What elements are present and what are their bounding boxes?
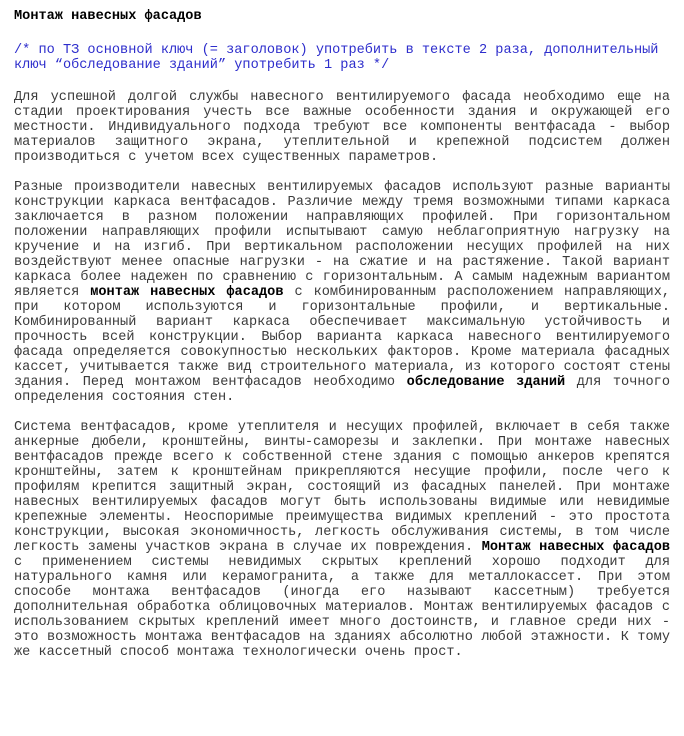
text-segment: для точного определения состояния стен. (14, 375, 670, 405)
bold-keyword: монтаж навесных фасадов (90, 285, 284, 300)
paragraphs-container (14, 90, 670, 660)
text-segment: с комбинированным расположением направляющих, при котором используются и горизонтальные профили, и вертикальные. Комбинированный вариант каркаса обеспечивает максимальную устойчивость и прочность всей конструкции. Выбор варианта каркаса навесного вентилируемого фасада определяется совокупностью нескольких факторов. Кроме материала фасадных кассет, учитывается также вид строительного материала, из которого состоят стены здания. Перед монтажом вентфасадов необходимо (14, 285, 671, 390)
paragraph (14, 420, 670, 660)
paragraph (14, 180, 670, 405)
bold-keyword: обследование зданий (406, 375, 566, 390)
text-segment: с применением системы невидимых скрытых креплений хорошо подходит для натурального камня или керамогранита, а также для металлокассет. При этом способе монтажа вентфасадов (иногда его называют кассетным) требуется дополнительная обработка облицовочных материалов. Монтаж вентилируемых фасадов с использованием скрытых креплений имеет много достоинств, и главное среди них - это возможность монтажа вентфасадов на зданиях абсолютно любой этажности. К тому же кассетный способ монтажа технологически очень прост. (14, 555, 670, 660)
bold-keyword: Монтаж навесных фасадов (481, 540, 671, 555)
paragraph (14, 90, 670, 165)
text-segment: Разные производители навесных вентилируемых фасадов используют разные варианты конструкции каркаса вентфасадов. Различие между тремя возможными типами каркаса заключается в разном положении направляющих профилей. При горизонтальном положении направляющих профили испытывают самую неблагоприятную нагрузку на кручение и на изгиб. При вертикальном расположении несущих профилей на них воздействуют менее опасные нагрузки - на сжатие и на растяжение. Такой вариант каркаса более надежен по сравнению с горизонтальным. А самым надежным вариантом является (14, 180, 670, 300)
text-segment: Система вентфасадов, кроме утеплителя и несущих профилей, включает в себя также анкерные дюбели, кронштейны, винты-саморезы и заклепки. При монтаже навесных вентфасадов прежде всего к собственной стене здания с помощью анкеров крепятся кронштейны, затем к кронштейнам прикрепляются несущие профили, после чего к профилям крепится защитный экран, состоящий из фасадных панелей. При монтаже навесных вентилируемых фасадов могут быть использованы видимые или невидимые крепежные элементы. Неоспоримые преимущества видимых креплений - это простота конструкции, высокая экономичность, легкость обслуживания системы, в том числе легкость замены участков экрана в случае их повреждения. (14, 420, 670, 555)
text-segment: Для успешной долгой службы навесного вентилируемого фасада необходимо еще на стадии проектирования учесть все важные особенности здания и окружающей его местности. Индивидуального подхода требуют все компоненты вентфасада - выбор материалов защитного экрана, утеплительной и крепежной подсистем должен производиться с учетом всех существенных параметров. (14, 90, 670, 165)
seo-comment: /* по ТЗ основной ключ (= заголовок) употребить в тексте 2 раза, дополнительный ключ “обследование зданий” употребить 1 раз */ (14, 43, 659, 73)
page-title: Монтаж навесных фасадов (14, 9, 202, 24)
